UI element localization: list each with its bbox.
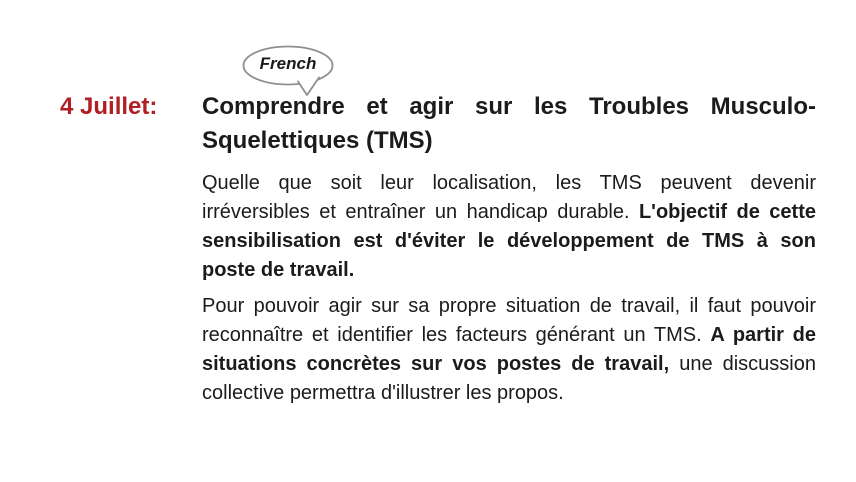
paragraph-1-regular: Quelle que soit leur localisation, les TMS peuvent devenir irréversibles et entraîner un handicap durable. <box>202 172 816 223</box>
session-description <box>202 169 816 415</box>
paragraph-2-regular-end: une discussion collective permettra d'illustrer les propos. <box>202 353 816 404</box>
paragraph-1-bold: L'objectif de cette sensibilisation est d'éviter le développement de TMS à son poste de travail. <box>202 201 816 281</box>
callout-label: French <box>259 54 317 73</box>
paragraph-2 <box>202 292 816 408</box>
paragraph-2-bold: A partir de situations concrètes sur vos postes de travail, <box>202 324 816 375</box>
paragraph-2-regular-start: Pour pouvoir agir sur sa propre situation de travail, il faut pouvoir reconnaître et identifier les facteurs générant un TMS. <box>202 295 816 346</box>
session-title: Comprendre et agir sur les Troubles Musculo-Squelettiques (TMS) <box>202 93 816 154</box>
paragraph-1 <box>202 169 816 285</box>
date-label: 4 Juillet: <box>60 93 158 120</box>
